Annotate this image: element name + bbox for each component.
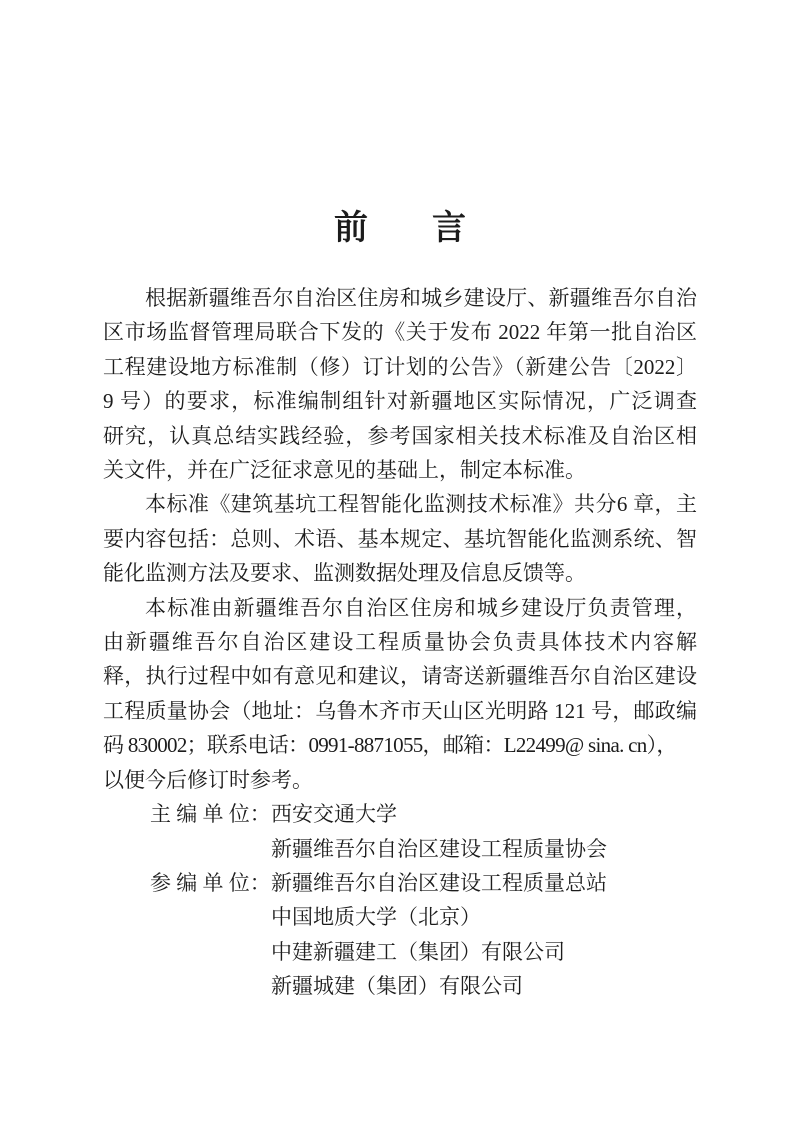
participant-editor-label: 参 编 单 位： bbox=[150, 870, 271, 895]
page-title-char-left: 前 bbox=[334, 210, 368, 247]
participant-editor-row bbox=[150, 935, 697, 969]
preface-paragraph-management bbox=[103, 591, 697, 797]
editor-label-spacer bbox=[150, 900, 271, 934]
text-line: 本标准由新疆维吾尔自治区住房和城乡建设厅负责管理， bbox=[145, 595, 697, 620]
text-line: 要内容包括：总则、术语、基本规定、基坑智能化监测系统、智 bbox=[103, 526, 697, 551]
participant-editor-row bbox=[150, 866, 697, 900]
chief-editor-row bbox=[150, 797, 697, 831]
preface-content bbox=[103, 281, 697, 1004]
text-line: 研究，认真总结实践经验，参考国家相关技术标准及自治区相 bbox=[103, 423, 697, 448]
preface-paragraph-scope bbox=[103, 487, 697, 590]
preface-paragraph-basis bbox=[103, 281, 697, 487]
editor-unit: 中国地质大学（北京） bbox=[271, 905, 481, 930]
text-line: 关文件，并在广泛征求意见的基础上，制定本标准。 bbox=[103, 458, 586, 483]
text-line: 由新疆维吾尔自治区建设工程质量协会负责具体技术内容解 bbox=[103, 630, 697, 655]
text-line: 工程建设地方标准制（修）订计划的公告》（新建公告〔2022〕 bbox=[103, 354, 697, 379]
participant-editor-row bbox=[150, 900, 697, 934]
editorial-units-section bbox=[103, 797, 697, 1003]
page-title-char-right: 言 bbox=[432, 210, 466, 247]
editor-label-spacer bbox=[150, 832, 271, 866]
editor-unit: 中建新疆建工（集团）有限公司 bbox=[271, 939, 565, 964]
chief-editor-label: 主 编 单 位： bbox=[150, 802, 271, 827]
editor-label-spacer bbox=[150, 935, 271, 969]
chief-editor-row bbox=[150, 832, 697, 866]
editor-unit: 新疆维吾尔自治区建设工程质量协会 bbox=[271, 836, 607, 861]
editor-label-spacer bbox=[150, 969, 271, 1003]
text-line: 码 830002；联系电话：0991-8871055，邮箱：L22499@ sina. cn）， bbox=[103, 733, 677, 758]
page-title bbox=[0, 0, 800, 246]
text-line: 根据新疆维吾尔自治区住房和城乡建设厅、新疆维吾尔自治 bbox=[145, 286, 697, 310]
text-line: 区市场监督管理局联合下发的《关于发布 2022 年第一批自治区 bbox=[103, 320, 697, 345]
text-line: 本标准《建筑基坑工程智能化监测技术标准》共分6 章，主 bbox=[145, 492, 697, 517]
text-line: 释，执行过程中如有意见和建议，请寄送新疆维吾尔自治区建设 bbox=[103, 664, 697, 689]
editor-unit: 西安交通大学 bbox=[271, 802, 397, 827]
text-line: 以便今后修订时参考。 bbox=[103, 767, 313, 792]
editor-unit: 新疆城建（集团）有限公司 bbox=[271, 974, 523, 999]
text-line: 能化监测方法及要求、监测数据处理及信息反馈等。 bbox=[103, 561, 586, 586]
text-line: 9 号）的要求，标准编制组针对新疆地区实际情况，广泛调查 bbox=[103, 389, 697, 414]
text-line: 工程质量协会（地址：乌鲁木齐市天山区光明路 121 号，邮政编 bbox=[103, 698, 697, 723]
editor-unit: 新疆维吾尔自治区建设工程质量总站 bbox=[271, 870, 607, 895]
participant-editor-row bbox=[150, 969, 697, 1003]
